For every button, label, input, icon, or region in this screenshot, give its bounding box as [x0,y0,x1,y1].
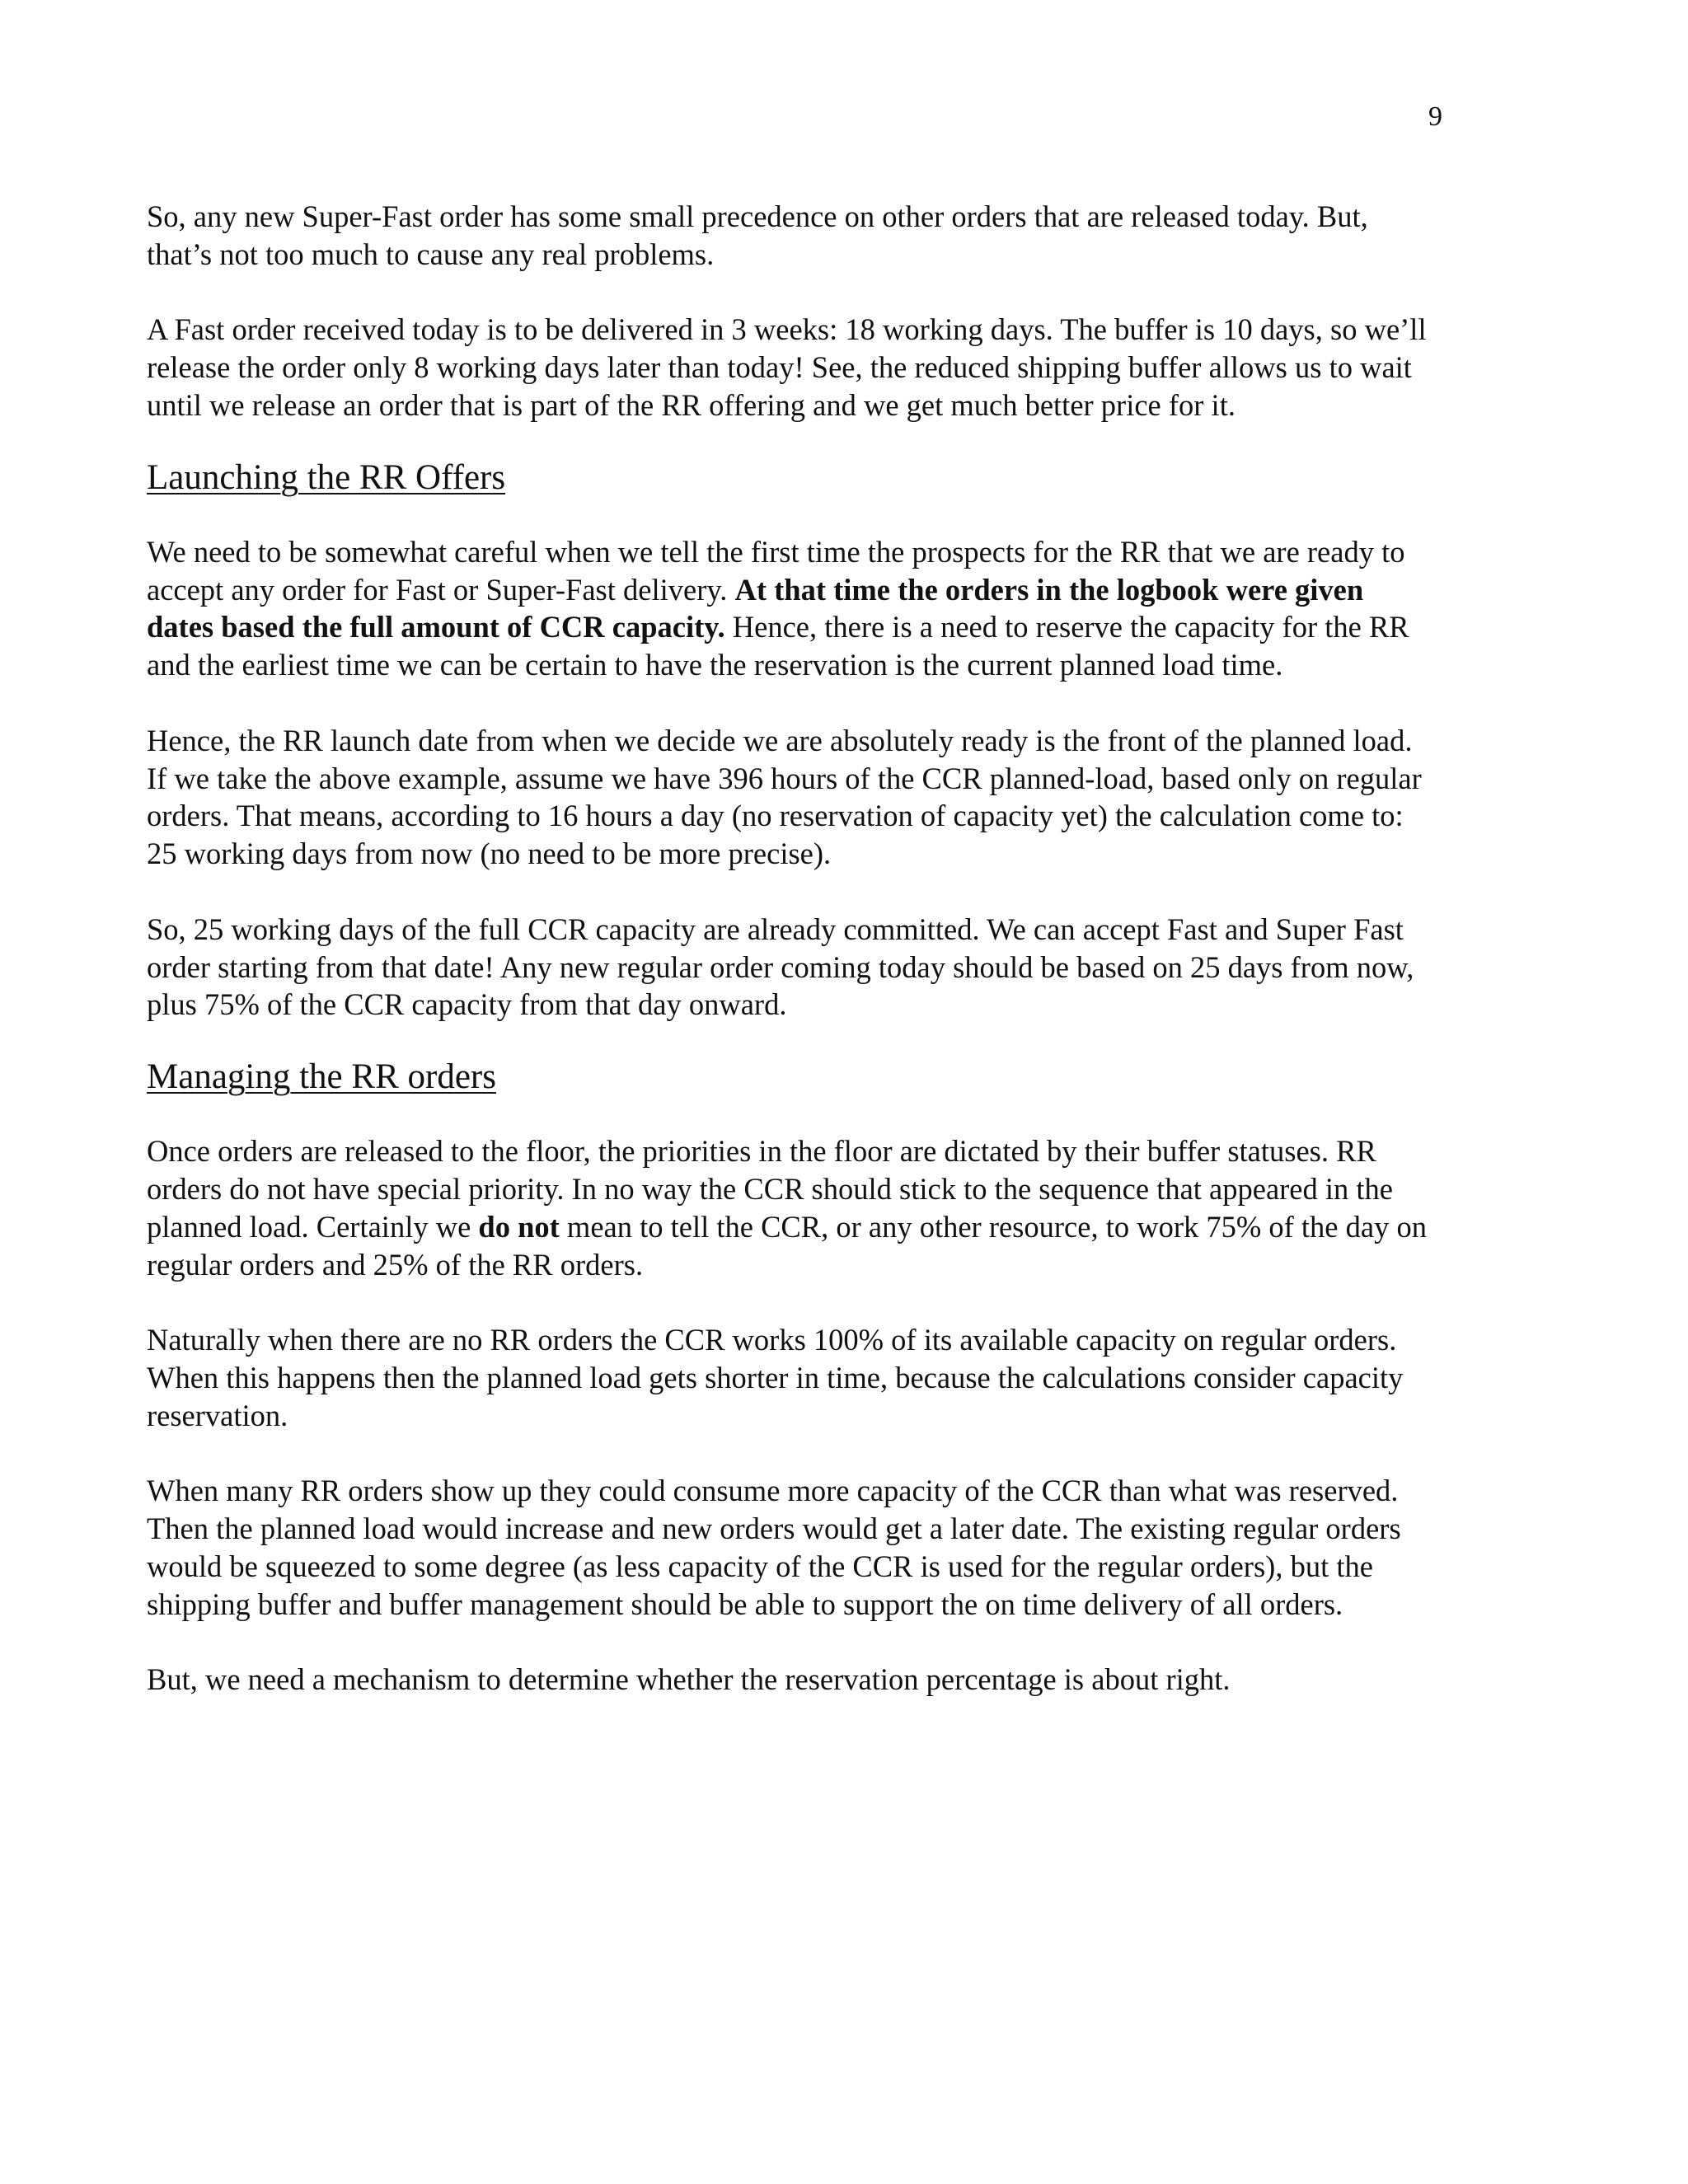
managing-p1-bold: do not [478,1209,560,1244]
launching-paragraph-3: So, 25 working days of the full CCR capacity are already committed. We can accept Fast and Super Fast order starting from that date! Any new regular order coming today should be based on 25 days from now, plus 75% of the CCR capacity from that day onward. [147,912,1414,1022]
intro-paragraph-2: A Fast order received today is to be delivered in 3 weeks: 18 working days. The buffer is 10 days, so we’ll release the order only 8 working days later than today! See, the reduced shipping buffer allows us to wait until we release an order that is part of the RR offering and we get much better price for it. [147,312,1427,422]
launching-paragraph-1 [147,533,1432,684]
managing-paragraph-4: But, we need a mechanism to determine whether the reservation percentage is about right. [147,1662,1231,1697]
managing-p1-start: Once orders are released to the floor, the priorities in the floor are dictated by their buffer statuses. RR orders do not have special priority. In no way the CCR should stick to the sequence that appeared in the planned load. Certainly we [147,1134,1393,1244]
managing-paragraph-3: When many RR orders show up they could consume more capacity of the CCR than what was reserved. Then the planned load would increase and new orders would get a later date. The existing regular orders would be squeezed to some degree (as less capacity of the CCR is used for the regular orders), but the shipping buffer and buffer management should be able to support the on time delivery of all orders. [147,1474,1401,1621]
launching-p1-bold: At that time the orders in the logbook were given dates based the full amount of CCR capacity. [147,572,1364,644]
launching-p1-end: Hence, there is a need to reserve the capacity for the RR and the earliest time we can be certain to have the reservation is the current planned load time. [147,610,1409,682]
managing-paragraph-1 [147,1132,1432,1283]
launching-p1-start: We need to be somewhat careful when we tell the first time the prospects for the RR that we are ready to accept any order for Fast or Super-Fast delivery. [147,534,1405,607]
intro-paragraph-1: So, any new Super-Fast order has some small precedence on other orders that are released today. But, that’s not too much to cause any real problems. [147,199,1368,271]
managing-paragraph-2: Naturally when there are no RR orders the CCR works 100% of its available capacity on regular orders. When this happens then the planned load gets shorter in time, because the calculations consider capacity reservation. [147,1323,1404,1432]
document-body [147,198,1432,1699]
section-heading-launching: Launching the RR Offers [147,457,506,497]
launching-paragraph-2b: If we take the above example, assume we have 396 hours of the CCR planned-load, based only on regular orders. That means, according to 16 hours a day (no reservation of capacity yet) the calculation come to: 25 working days from now (no need to be more precise). [147,761,1422,871]
managing-p1-end: mean to tell the CCR, or any other resource, to work 75% of the day on regular orders and 25% of the RR orders. [147,1209,1427,1282]
section-heading-managing: Managing the RR orders [147,1057,496,1097]
launching-paragraph-2a: Hence, the RR launch date from when we decide we are absolutely ready is the front of the planned load. [147,723,1413,757]
page-number: 9 [1428,101,1442,132]
